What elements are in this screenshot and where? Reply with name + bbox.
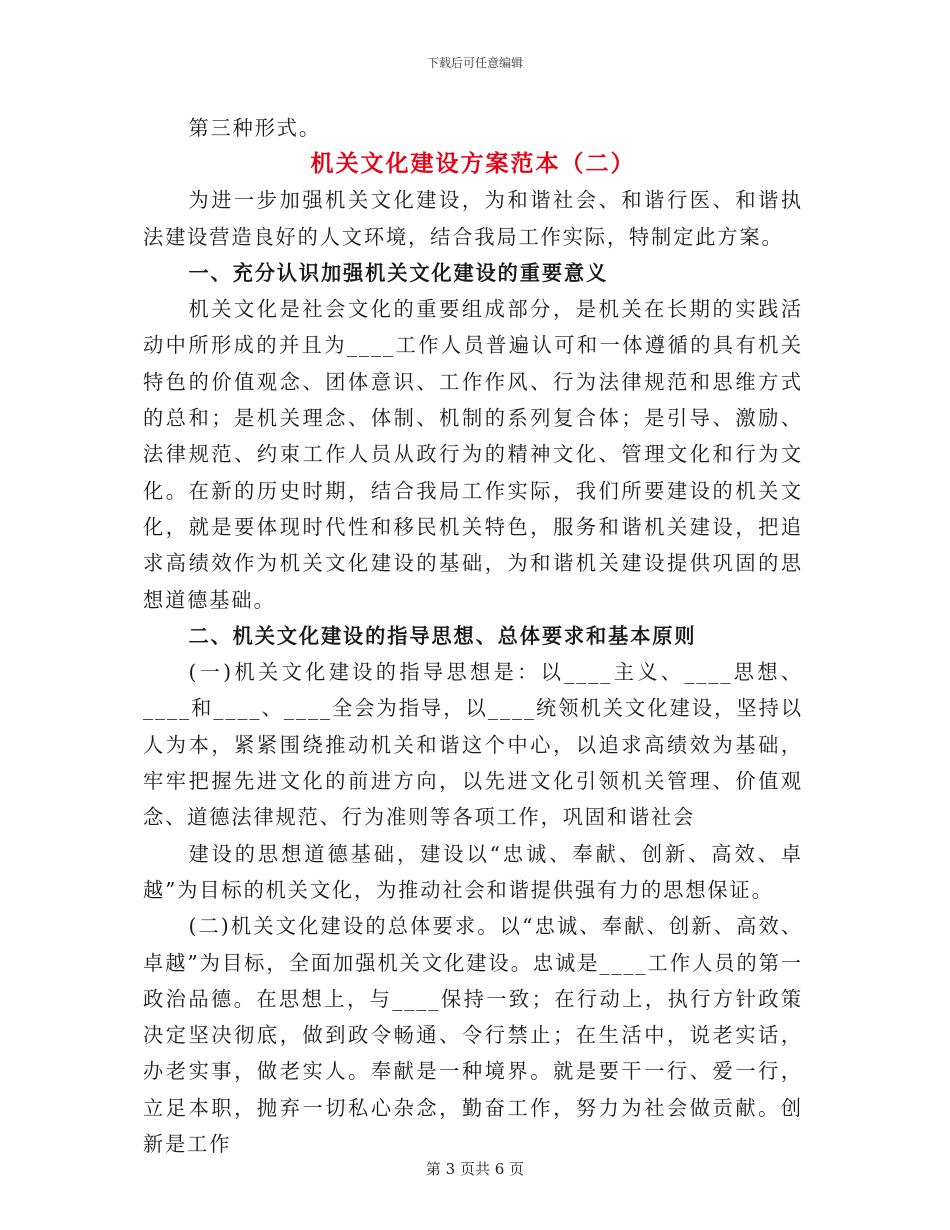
section-heading-2: 二、机关文化建设的指导思想、总体要求和基本原则 [188, 623, 697, 648]
intro-paragraph: 为进一步加强机关文化建设，为和谐社会、和谐行医、和谐执法建设营造良好的人文环境，结合我局工作实际，特制定此方案。 [143, 188, 803, 249]
document-title: 机关文化建设方案范本（二） [310, 150, 636, 178]
section-heading-1: 一、充分认识加强机关文化建设的重要意义 [188, 260, 609, 285]
paragraph-guiding-ideology: (一)机关文化建设的指导思想是：以____主义、____思想、____和____、____全会为指导，以____统领机关文化建设，坚持以人为本，紧紧围绕推动机关和谐这个中心，以追求高绩效为基础，牢牢把握先进文化的前进方向，以先进文化引领机关管理、价值观念、道德法律规范、行为准则等各项工作，巩固和谐社会 [143, 660, 803, 830]
page-indicator: 第 3 页共 6 页 [425, 1160, 525, 1178]
lead-paragraph: 第三种形式。 [188, 116, 321, 140]
paragraph-general-requirements: (二)机关文化建设的总体要求。以“忠诚、奉献、创新、高效、卓越”为目标，全面加强机关文化建设。忠诚是____工作人员的第一政治品德。在思想上，与____保持一致；在行动上，执行方针政策决定坚决彻底，做到政令畅通、令行禁止；在生活中，说老实话，办老实事，做老实人。奉献是一种境界。就是要干一行、爱一行，立足本职，抛弃一切私心杂念，勤奋工作，努力为社会做贡献。创新是工作 [143, 914, 803, 1157]
document-body [143, 110, 803, 1162]
paragraph-foundation: 建设的思想道德基础，建设以“忠诚、奉献、创新、高效、卓越”为目标的机关文化，为推动社会和谐提供强有力的思想保证。 [143, 841, 803, 902]
paragraph-significance: 机关文化是社会文化的重要组成部分，是机关在长期的实践活动中所形成的并且为____工作人员普遍认可和一体遵循的具有机关特色的价值观念、团体意识、工作作风、行为法律规范和思维方式的总和；是机关理念、体制、机制的系列复合体；是引导、激励、法律规范、约束工作人员从政行为的精神文化、管理文化和行为文化。在新的历史时期，结合我局工作实际，我们所要建设的机关文化，就是要体现时代性和移民机关特色，服务和谐机关建设，把追求高绩效作为机关文化建设的基础，为和谐机关建设提供巩固的思想道德基础。 [143, 297, 803, 612]
header-note: 下载后可任意编辑 [426, 56, 523, 70]
